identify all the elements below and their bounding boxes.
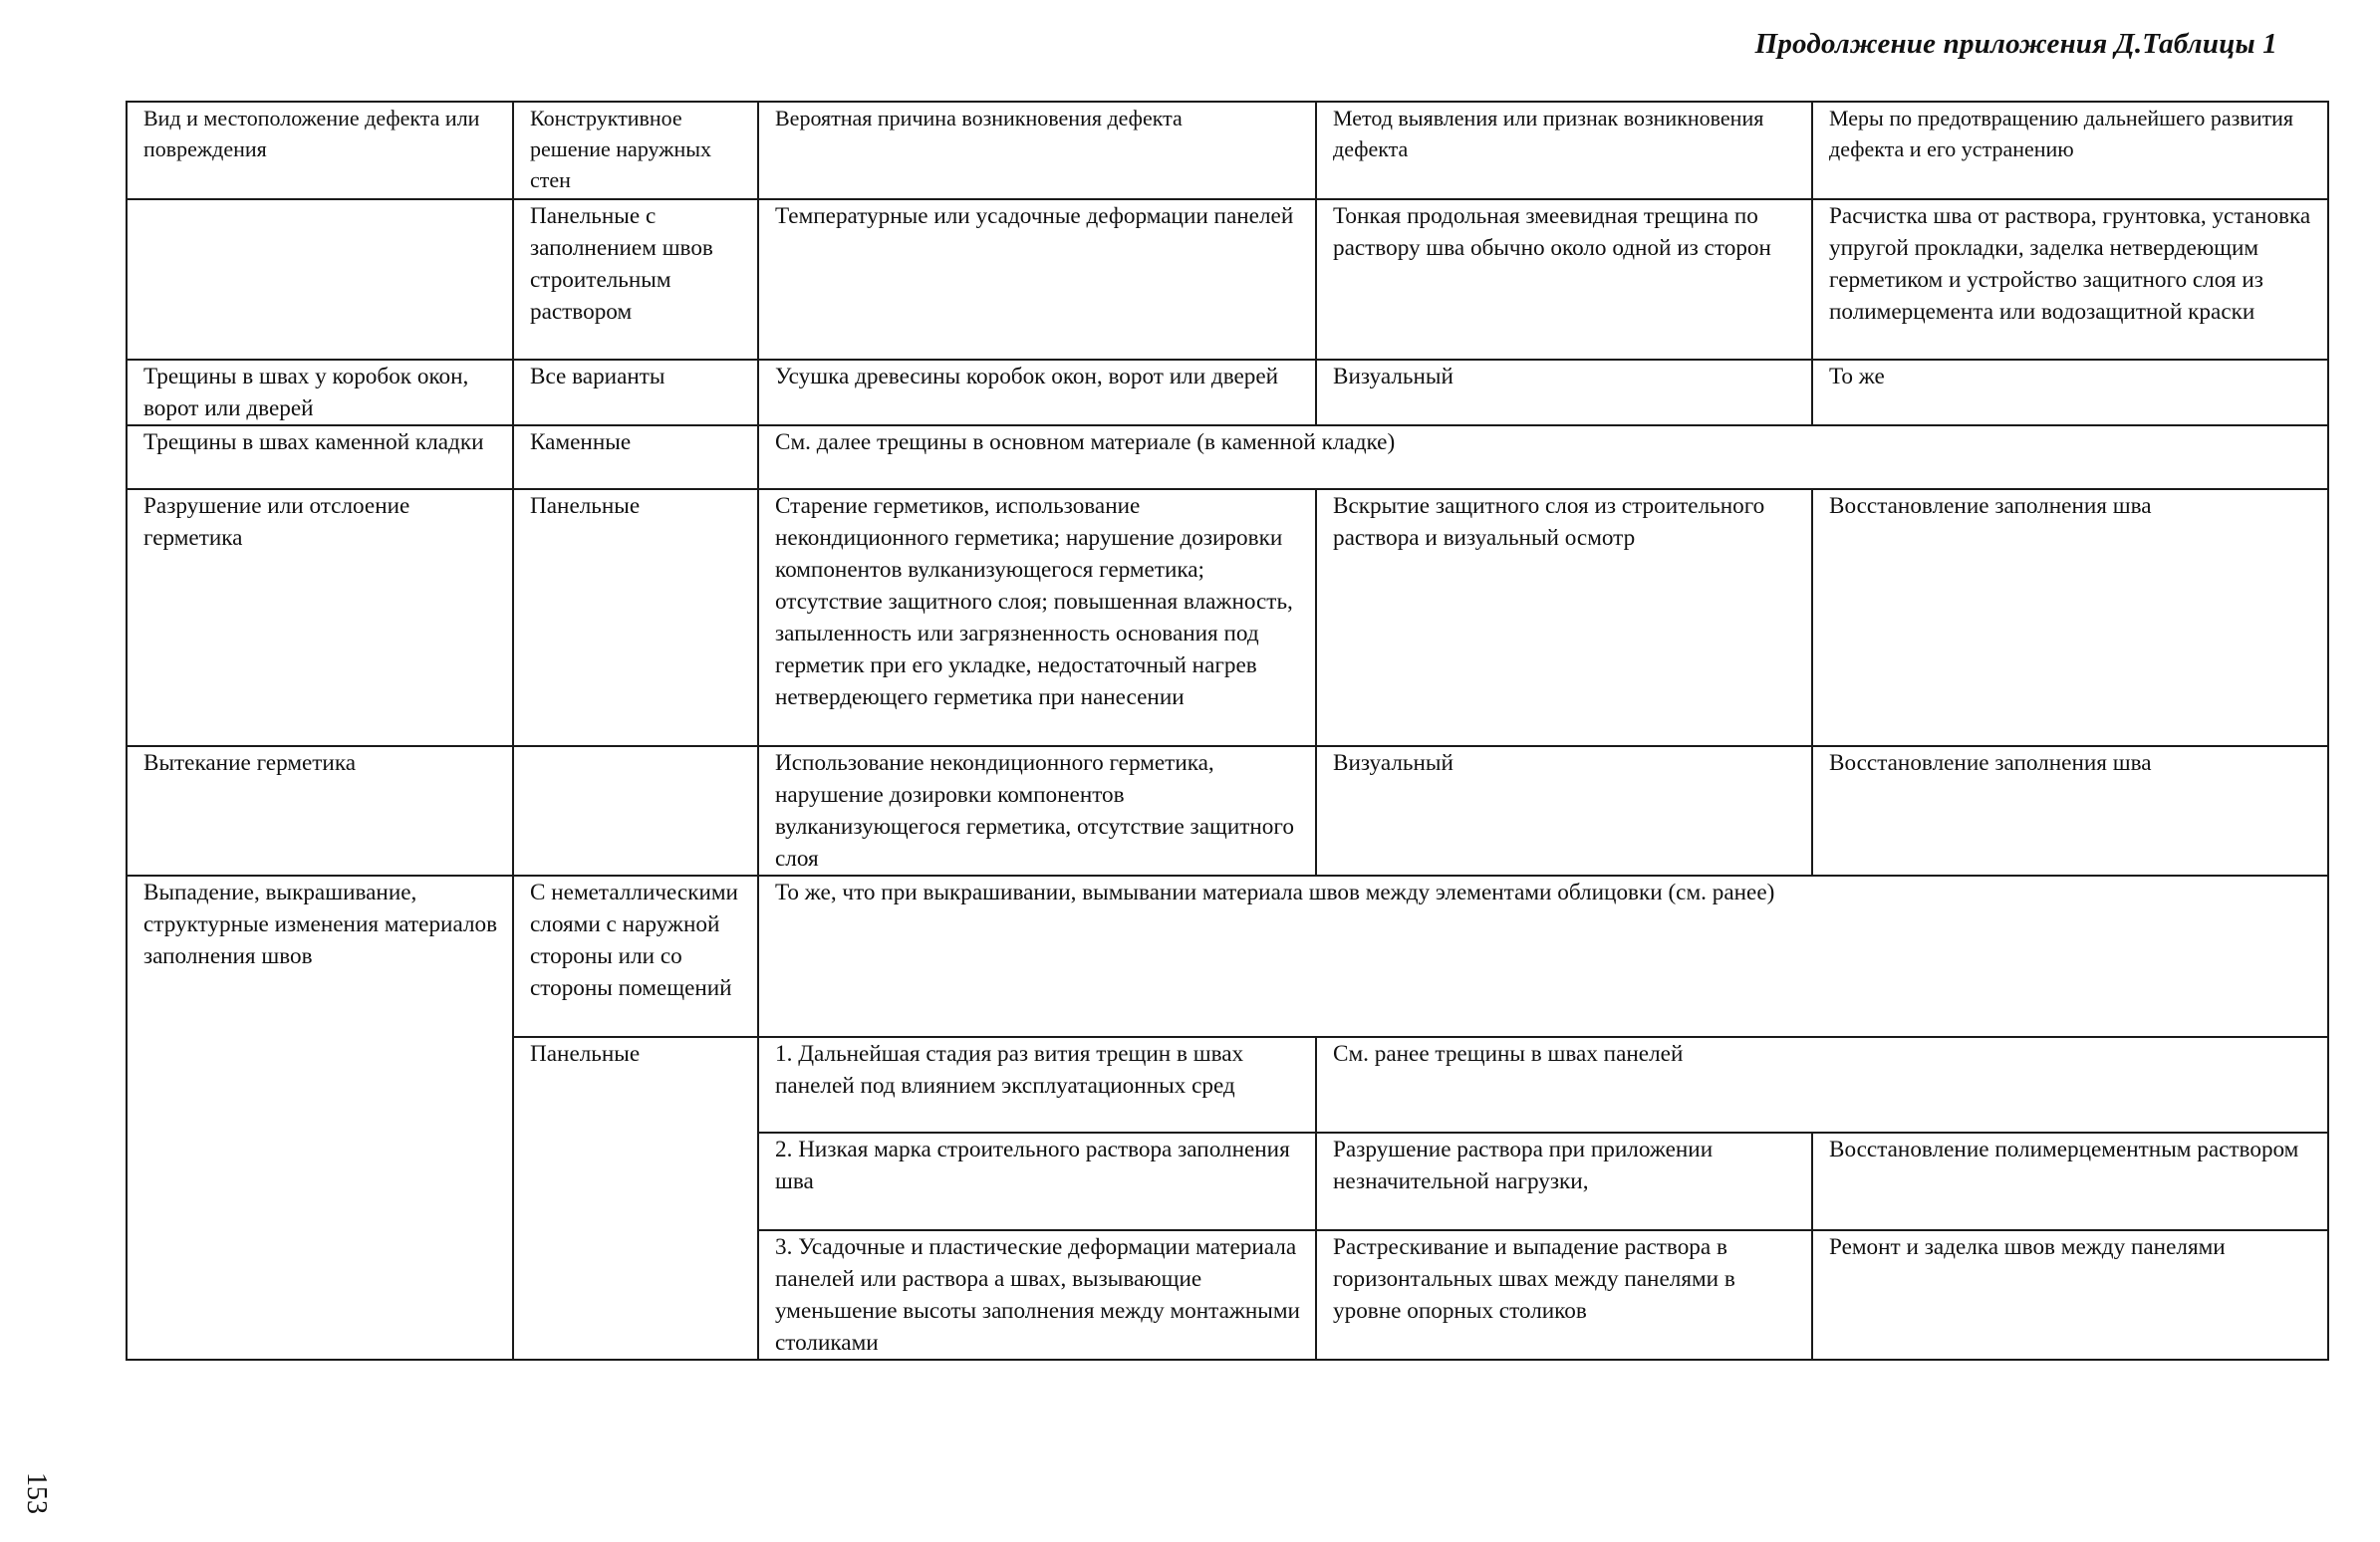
table-row — [127, 360, 2328, 425]
cell-type — [127, 199, 513, 360]
cell-measures: Расчистка шва от раствора, грунтовка, установка упругой прокладки, заделка нетвердеющим герметиком и устройство защитного слоя из полимерцемента или водозащитной краски — [1812, 199, 2328, 360]
cell-cause: 1. Дальнейшая стадия раз вития трещин в швах панелей под влиянием эксплуатационных сред — [758, 1037, 1316, 1133]
cell-construction: Каменные — [513, 425, 758, 489]
cell-construction: Все варианты — [513, 360, 758, 425]
cell-cause: Использование некондиционного герметика, нарушение дозировки компонентов вулканизующегося герметика, отсутствие защитного слоя — [758, 746, 1316, 876]
cell-cause: Усушка древесины коробок окон, ворот или дверей — [758, 360, 1316, 425]
cell-measures: Ремонт и заделка швов между панелями — [1812, 1230, 2328, 1360]
cell-cause: 3. Усадочные и пластические деформации материала панелей или раствора а швах, вызывающие уменьшение высоты заполнения между монтажными столиками — [758, 1230, 1316, 1360]
cell-type: Трещины в швах каменной кладки — [127, 425, 513, 489]
cell-cause: Температурные или усадочные деформации панелей — [758, 199, 1316, 360]
column-header-type: Вид и местоположение дефекта или повреждения — [127, 102, 513, 199]
cell-method: Разрушение раствора при приложении незначительной нагрузки, — [1316, 1133, 1812, 1230]
table-row — [127, 489, 2328, 746]
table-header-row — [127, 102, 2328, 199]
cell-type: Разрушение или отслоение герметика — [127, 489, 513, 746]
cell-method: Вскрытие защитного слоя из строительного раствора и визуальный осмотр — [1316, 489, 1812, 746]
cell-type: Выпадение, выкрашивание, структурные изменения материалов заполнения швов — [127, 876, 513, 1360]
cell-measures: Восстановление заполнения шва — [1812, 489, 2328, 746]
cell-method-merged: См. ранее трещины в швах панелей — [1316, 1037, 2328, 1133]
column-header-method: Метод выявления или признак возникновения дефекта — [1316, 102, 1812, 199]
cell-measures: Восстановление заполнения шва — [1812, 746, 2328, 876]
column-header-construction: Конструктивное решение наружных стен — [513, 102, 758, 199]
table-row — [127, 425, 2328, 489]
cell-type: Трещины в швах у коробок окон, ворот или дверей — [127, 360, 513, 425]
defects-table — [126, 101, 2329, 1361]
table-row — [127, 199, 2328, 360]
table-row — [127, 876, 2328, 1037]
cell-type: Вытекание герметика — [127, 746, 513, 876]
cell-method: Тонкая продольная змеевидная трещина по раствору шва обычно около одной из сторон — [1316, 199, 1812, 360]
column-header-measures: Меры по предотвращению дальнейшего развития дефекта и его устранению — [1812, 102, 2328, 199]
table-row — [127, 746, 2328, 876]
continuation-header: Продолжение приложения Д.Таблицы 1 — [1754, 28, 2277, 60]
cell-method: Визуальный — [1316, 746, 1812, 876]
cell-cause-merged: То же, что при выкрашивании, вымывании материала швов между элементами облицовки (см. ранее) — [758, 876, 2328, 1037]
cell-measures: То же — [1812, 360, 2328, 425]
cell-cause: Старение герметиков, использование некондиционного герметика; нарушение дозировки компонентов вулканизующегося герметика; отсутствие защитного слоя; повышенная влажность, запыленность или загрязненность основания под герметик при его укладке, недостаточный нагрев нетвердеющего герметика при нанесении — [758, 489, 1316, 746]
cell-construction: Панельные — [513, 1037, 758, 1360]
cell-cause-merged: См. далее трещины в основном материале (в каменной кладке) — [758, 425, 2328, 489]
cell-method: Визуальный — [1316, 360, 1812, 425]
cell-construction — [513, 746, 758, 876]
column-header-cause: Вероятная причина возникновения дефекта — [758, 102, 1316, 199]
cell-cause: 2. Низкая марка строительного раствора заполнения шва — [758, 1133, 1316, 1230]
cell-construction: Панельные с заполнением швов строительным раствором — [513, 199, 758, 360]
cell-measures: Восстановление полимерцементным раствором — [1812, 1133, 2328, 1230]
cell-method: Растрескивание и выпадение раствора в горизонтальных швах между панелями в уровне опорных столиков — [1316, 1230, 1812, 1360]
page-number: 153 — [21, 1472, 52, 1514]
cell-construction: С неметаллическими слоями с наружной стороны или со стороны помещений — [513, 876, 758, 1037]
cell-construction: Панельные — [513, 489, 758, 746]
